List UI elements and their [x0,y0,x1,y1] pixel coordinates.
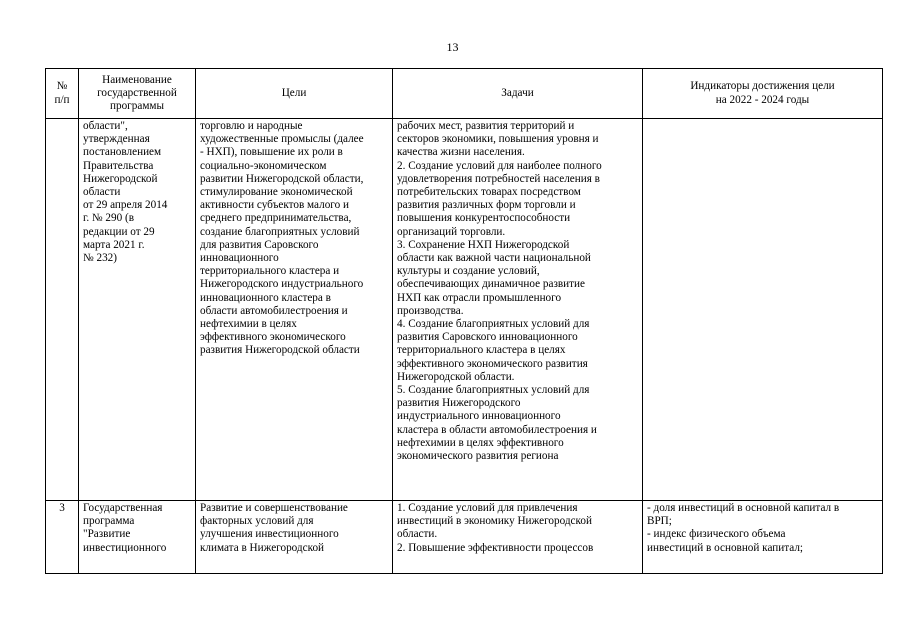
table-row [46,119,883,501]
text-line: Нижегородской области. [397,370,515,383]
text-line: среднего предпринимательства, [200,212,352,225]
text-line: социально-экономическом [200,159,327,172]
table-row [46,501,883,574]
text-line: рабочих мест, развития территорий и [397,120,575,132]
text-line: "Развитие [83,528,131,541]
text-line: качества жизни населения. [397,146,525,159]
text-line: инновационного кластера в [200,291,331,304]
text-line: Развитие и совершенствование [200,502,348,514]
text-line: секторов экономики, повышения уровня и [397,133,599,146]
text-line: области. [397,528,438,541]
text-line: развития различных форм торговли и [397,199,576,212]
text-line: редакции от 29 [83,225,155,238]
text-line: инвестиций в экономику Нижегородской [397,515,592,528]
text-line: ВРП; [647,515,672,528]
text-line: факторных условий для [200,515,314,528]
text-line: потребительских товарах посредством [397,186,581,199]
text-line: художественные промыслы (далее [200,133,364,146]
text-line: Нижегородского индустриального [200,278,364,291]
text-line: г. № 290 (в [83,212,134,225]
text-line: инновационного [200,252,279,265]
text-line: Наименование [102,73,172,86]
header-program-name [79,69,196,119]
text-line: развития Нижегородского [397,397,521,410]
text-line: удовлетворения потребностей населения в [397,172,600,185]
text-line: программа [83,515,135,528]
text-line: улучшения инвестиционного [200,528,339,541]
text-line: 1. Создание условий для привлечения [397,502,578,514]
text-line: стимулирование экономической [200,186,353,199]
text-line: торговлю и народные [200,120,303,132]
text-line: Задачи [501,86,534,99]
text-line: нефтехимии в целях эффективного [397,436,564,449]
text-line: области", [83,120,128,132]
text-line: утвержденная [83,133,150,146]
text-line: п/п [54,93,70,106]
text-line: постановлением [83,146,162,159]
header-goals [196,69,393,119]
text-line: № 232) [83,252,117,265]
text-line: территориального кластера и [200,265,340,278]
table-header-row [46,69,883,119]
row-number [46,119,79,501]
text-line: нефтехимии в целях [200,318,297,331]
text-line: 4. Создание благоприятных условий для [397,318,590,331]
text-line: развития Саровского инновационного [397,331,578,344]
program-name-cell [79,501,196,574]
text-line: программы [110,100,164,113]
text-line: на 2022 - 2024 годы [715,93,810,106]
text-line: 3. Сохранение НХП Нижегородской [397,238,570,251]
text-line: 2. Создание условий для наиболее полного [397,159,602,172]
text-line: производства. [397,304,464,317]
header-tasks [393,69,643,119]
text-line: кластера в области автомобилестроения и [397,423,597,436]
text-line: эффективного экономического [200,331,346,344]
text-line: организаций торговли. [397,225,506,238]
text-line: для развития Саровского [200,238,319,251]
text-line: обеспечивающих динамичное развитие [397,278,585,291]
text-line: инвестиций в основной капитал; [647,541,804,554]
text-line: 2. Повышение эффективности процессов [397,541,594,554]
goals-cell [196,501,393,574]
text-line: - доля инвестиций в основной капитал в [647,502,840,514]
text-line: Цели [281,86,307,99]
text-line: культуры и создание условий, [397,265,540,278]
tasks-cell [393,119,643,501]
text-line: создание благоприятных условий [200,225,360,238]
text-line: эффективного экономического развития [397,357,588,370]
text-line: - индекс физического объема [647,528,786,541]
header-indicators [643,69,883,119]
indicators-cell [643,501,883,574]
text-line: экономического развития региона [397,450,559,463]
text-line: повышения конкурентоспособности [397,212,571,225]
text-line: индустриального инновационного [397,410,561,423]
tasks-cell [393,501,643,574]
text-line: от 29 апреля 2014 [83,199,168,212]
row-number: 3 [46,501,79,574]
text-line: 5. Создание благоприятных условий для [397,384,590,397]
text-line: области автомобилестроения и [200,304,348,317]
text-line: Нижегородской [83,172,158,185]
text-line: Государственная [83,502,163,514]
text-line: инвестиционного [83,541,167,554]
text-line: территориального кластера в целях [397,344,566,357]
program-name-cell [79,119,196,501]
text-line: Индикаторы достижения цели [690,80,835,93]
text-line: развития Нижегородской области [200,344,360,357]
text-line: - НХП), повышение их роли в [200,146,343,159]
text-line: марта 2021 г. [83,238,145,251]
header-number [46,69,79,119]
text-line: активности субъектов малого и [200,199,349,212]
text-line: государственной [97,86,177,99]
text-line: климата в Нижегородской [200,541,325,554]
page-number: 13 [446,40,459,54]
text-line: области как важной части национальной [397,252,591,265]
text-line: области [83,186,121,199]
indicators-cell [643,119,883,501]
text-line: № [56,80,68,93]
text-line: Правительства [83,159,154,172]
text-line: НХП как отрасли промышленного [397,291,562,304]
text-line: развитии Нижегородской области, [200,172,364,185]
goals-cell [196,119,393,501]
programs-table [45,68,883,574]
